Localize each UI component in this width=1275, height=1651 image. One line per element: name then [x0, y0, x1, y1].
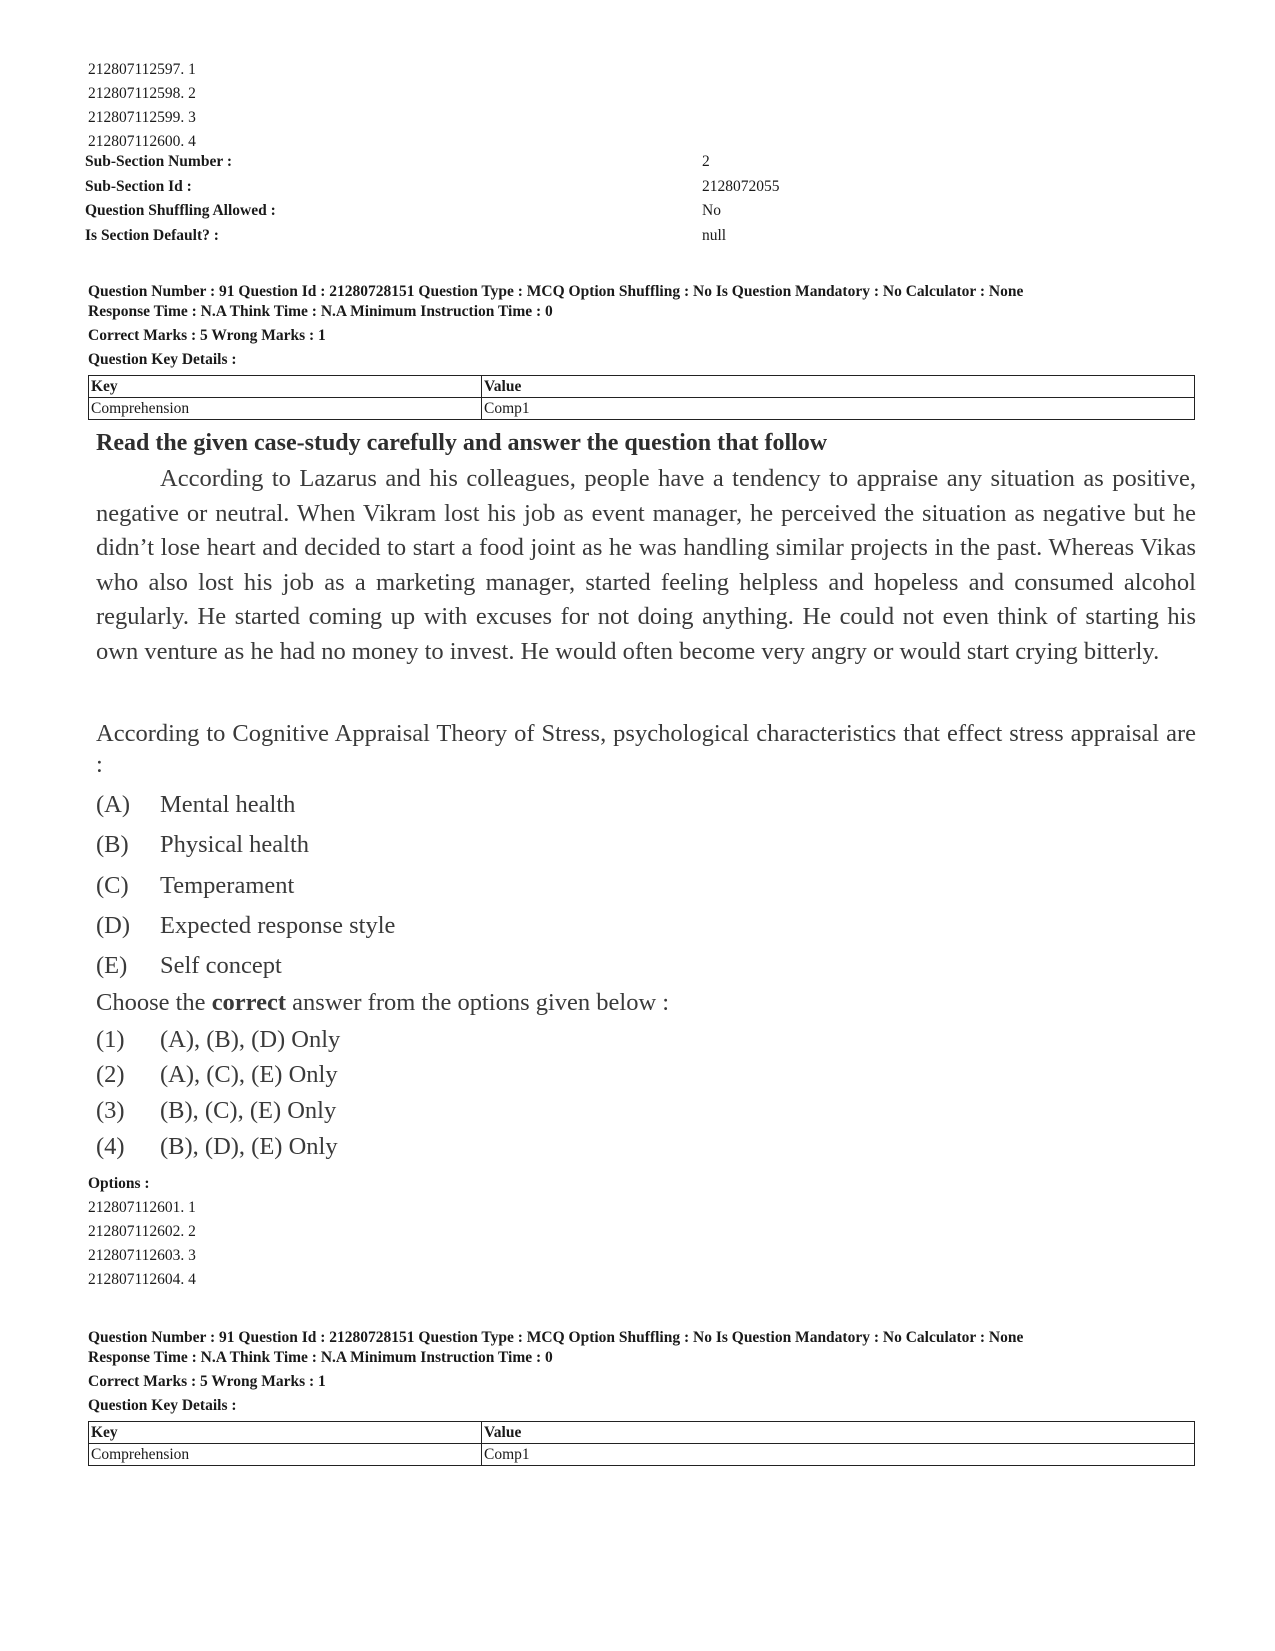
answer-option — [96, 1060, 338, 1090]
table-header-key: Key — [89, 1422, 482, 1444]
subsection-value: 2 — [702, 153, 710, 170]
table-cell-key: Comprehension — [89, 1444, 482, 1466]
option-id: 212807112601. 1 — [88, 1199, 196, 1216]
table-cell-value: Comp1 — [482, 1444, 1195, 1466]
question-marks: Correct Marks : 5 Wrong Marks : 1 — [88, 327, 326, 344]
question-title: Read the given case-study carefully and answer the question that follow — [96, 430, 828, 456]
subsection-info — [85, 150, 1185, 248]
statement-label: (C) — [96, 872, 129, 899]
answer-text: (A), (C), (E) Only — [160, 1061, 338, 1088]
table-header-value: Value — [482, 376, 1195, 398]
table-cell-value: Comp1 — [482, 398, 1195, 420]
subsection-row — [85, 224, 1185, 249]
statement-text: Physical health — [160, 831, 310, 858]
question-key-details-label: Question Key Details : — [88, 1397, 237, 1414]
question-meta-line: Response Time : N.A Think Time : N.A Minimum Instruction Time : 0 — [88, 303, 553, 320]
table-cell-key: Comprehension — [89, 398, 482, 420]
subsection-row — [85, 150, 1185, 175]
subsection-value: null — [702, 226, 727, 244]
option-id: 212807112599. 3 — [88, 109, 196, 126]
table-header-row — [89, 376, 1195, 398]
subsection-row — [85, 175, 1185, 200]
subsection-label: Question Shuffling Allowed : — [85, 202, 276, 219]
statement-label: (E) — [96, 952, 128, 979]
options-list — [88, 1172, 196, 1292]
question-marks: Correct Marks : 5 Wrong Marks : 1 — [88, 1373, 326, 1390]
statement-text: Temperament — [160, 872, 295, 899]
answer-text: (B), (D), (E) Only — [160, 1133, 338, 1160]
answer-label: (2) — [96, 1061, 125, 1088]
question-key-details-label: Question Key Details : — [88, 351, 237, 368]
option-id: 212807112598. 2 — [88, 85, 196, 102]
question-key-table — [88, 1421, 1195, 1466]
question-meta-line: Response Time : N.A Think Time : N.A Minimum Instruction Time : 0 — [88, 1349, 553, 1366]
option-id: 212807112597. 1 — [88, 61, 196, 78]
subsection-value: 2128072055 — [702, 177, 780, 195]
question-meta-line: Question Number : 91 Question Id : 21280728151 Question Type : MCQ Option Shuffling : No Is Question Mandatory : No Calculator : None — [88, 283, 1024, 300]
answer-text: (B), (C), (E) Only — [160, 1097, 337, 1124]
answer-option — [96, 1096, 336, 1126]
answer-label: (3) — [96, 1097, 125, 1124]
option-id: 212807112600. 4 — [88, 133, 196, 150]
statement-text: Expected response style — [160, 912, 396, 939]
answer-label: (1) — [96, 1026, 125, 1053]
question-key-table — [88, 375, 1195, 420]
subsection-label: Sub-Section Number : — [85, 153, 232, 170]
statement-item — [96, 951, 282, 981]
statement-label: (B) — [96, 831, 129, 858]
choose-bold-text: correct — [211, 989, 287, 1016]
subsection-label: Is Section Default? : — [85, 226, 219, 244]
question-meta-line: Question Number : 91 Question Id : 21280728151 Question Type : MCQ Option Shuffling : No Is Question Mandatory : No Calculator : None — [88, 1329, 1024, 1346]
statement-label: (D) — [96, 912, 131, 939]
table-row — [89, 1444, 1195, 1466]
statement-text: Self concept — [160, 952, 282, 979]
table-header-key: Key — [89, 376, 482, 398]
statement-item — [96, 830, 309, 860]
subsection-label: Sub-Section Id : — [85, 177, 192, 195]
choose-text: answer from the options given below : — [286, 989, 670, 1016]
statement-text: Mental health — [160, 791, 296, 818]
previous-options-list — [88, 58, 196, 154]
statement-label: (A) — [96, 791, 131, 818]
question-stem: According to Cognitive Appraisal Theory of Stress, psychological characteristics that effect stress appraisal are : — [96, 720, 1196, 778]
answer-option — [96, 1132, 338, 1162]
case-study-passage: According to Lazarus and his colleagues, people have a tendency to appraise any situation as positive, negative or neutral. When Vikram lost his job as event manager, he perceived the situation as negative but he didn’t lose heart and decided to start a food joint as he was handling similar projects in the past. Whereas Vikas who also lost his job as a marketing manager, started feeling helpless and hopeless and consumed alcohol regularly. He started coming up with excuses for not doing anything. He could not even think of starting his own venture as he had no money to invest. He would often become very angry or would start crying bitterly. — [96, 465, 1196, 665]
option-id: 212807112602. 2 — [88, 1223, 196, 1240]
table-header-value: Value — [482, 1422, 1195, 1444]
question-body — [96, 428, 1196, 670]
subsection-row — [85, 199, 1185, 224]
statement-item — [96, 790, 295, 820]
table-row — [89, 398, 1195, 420]
answer-option — [96, 1025, 340, 1055]
answer-text: (A), (B), (D) Only — [160, 1026, 341, 1053]
statement-item — [96, 911, 395, 941]
choose-text: Choose the — [96, 989, 212, 1016]
option-id: 212807112604. 4 — [88, 1271, 196, 1288]
choose-instruction — [96, 988, 669, 1018]
table-header-row — [89, 1422, 1195, 1444]
answer-label: (4) — [96, 1133, 125, 1160]
subsection-value: No — [702, 202, 721, 219]
statement-item — [96, 871, 294, 901]
options-label: Options : — [88, 1175, 150, 1192]
option-id: 212807112603. 3 — [88, 1247, 196, 1264]
